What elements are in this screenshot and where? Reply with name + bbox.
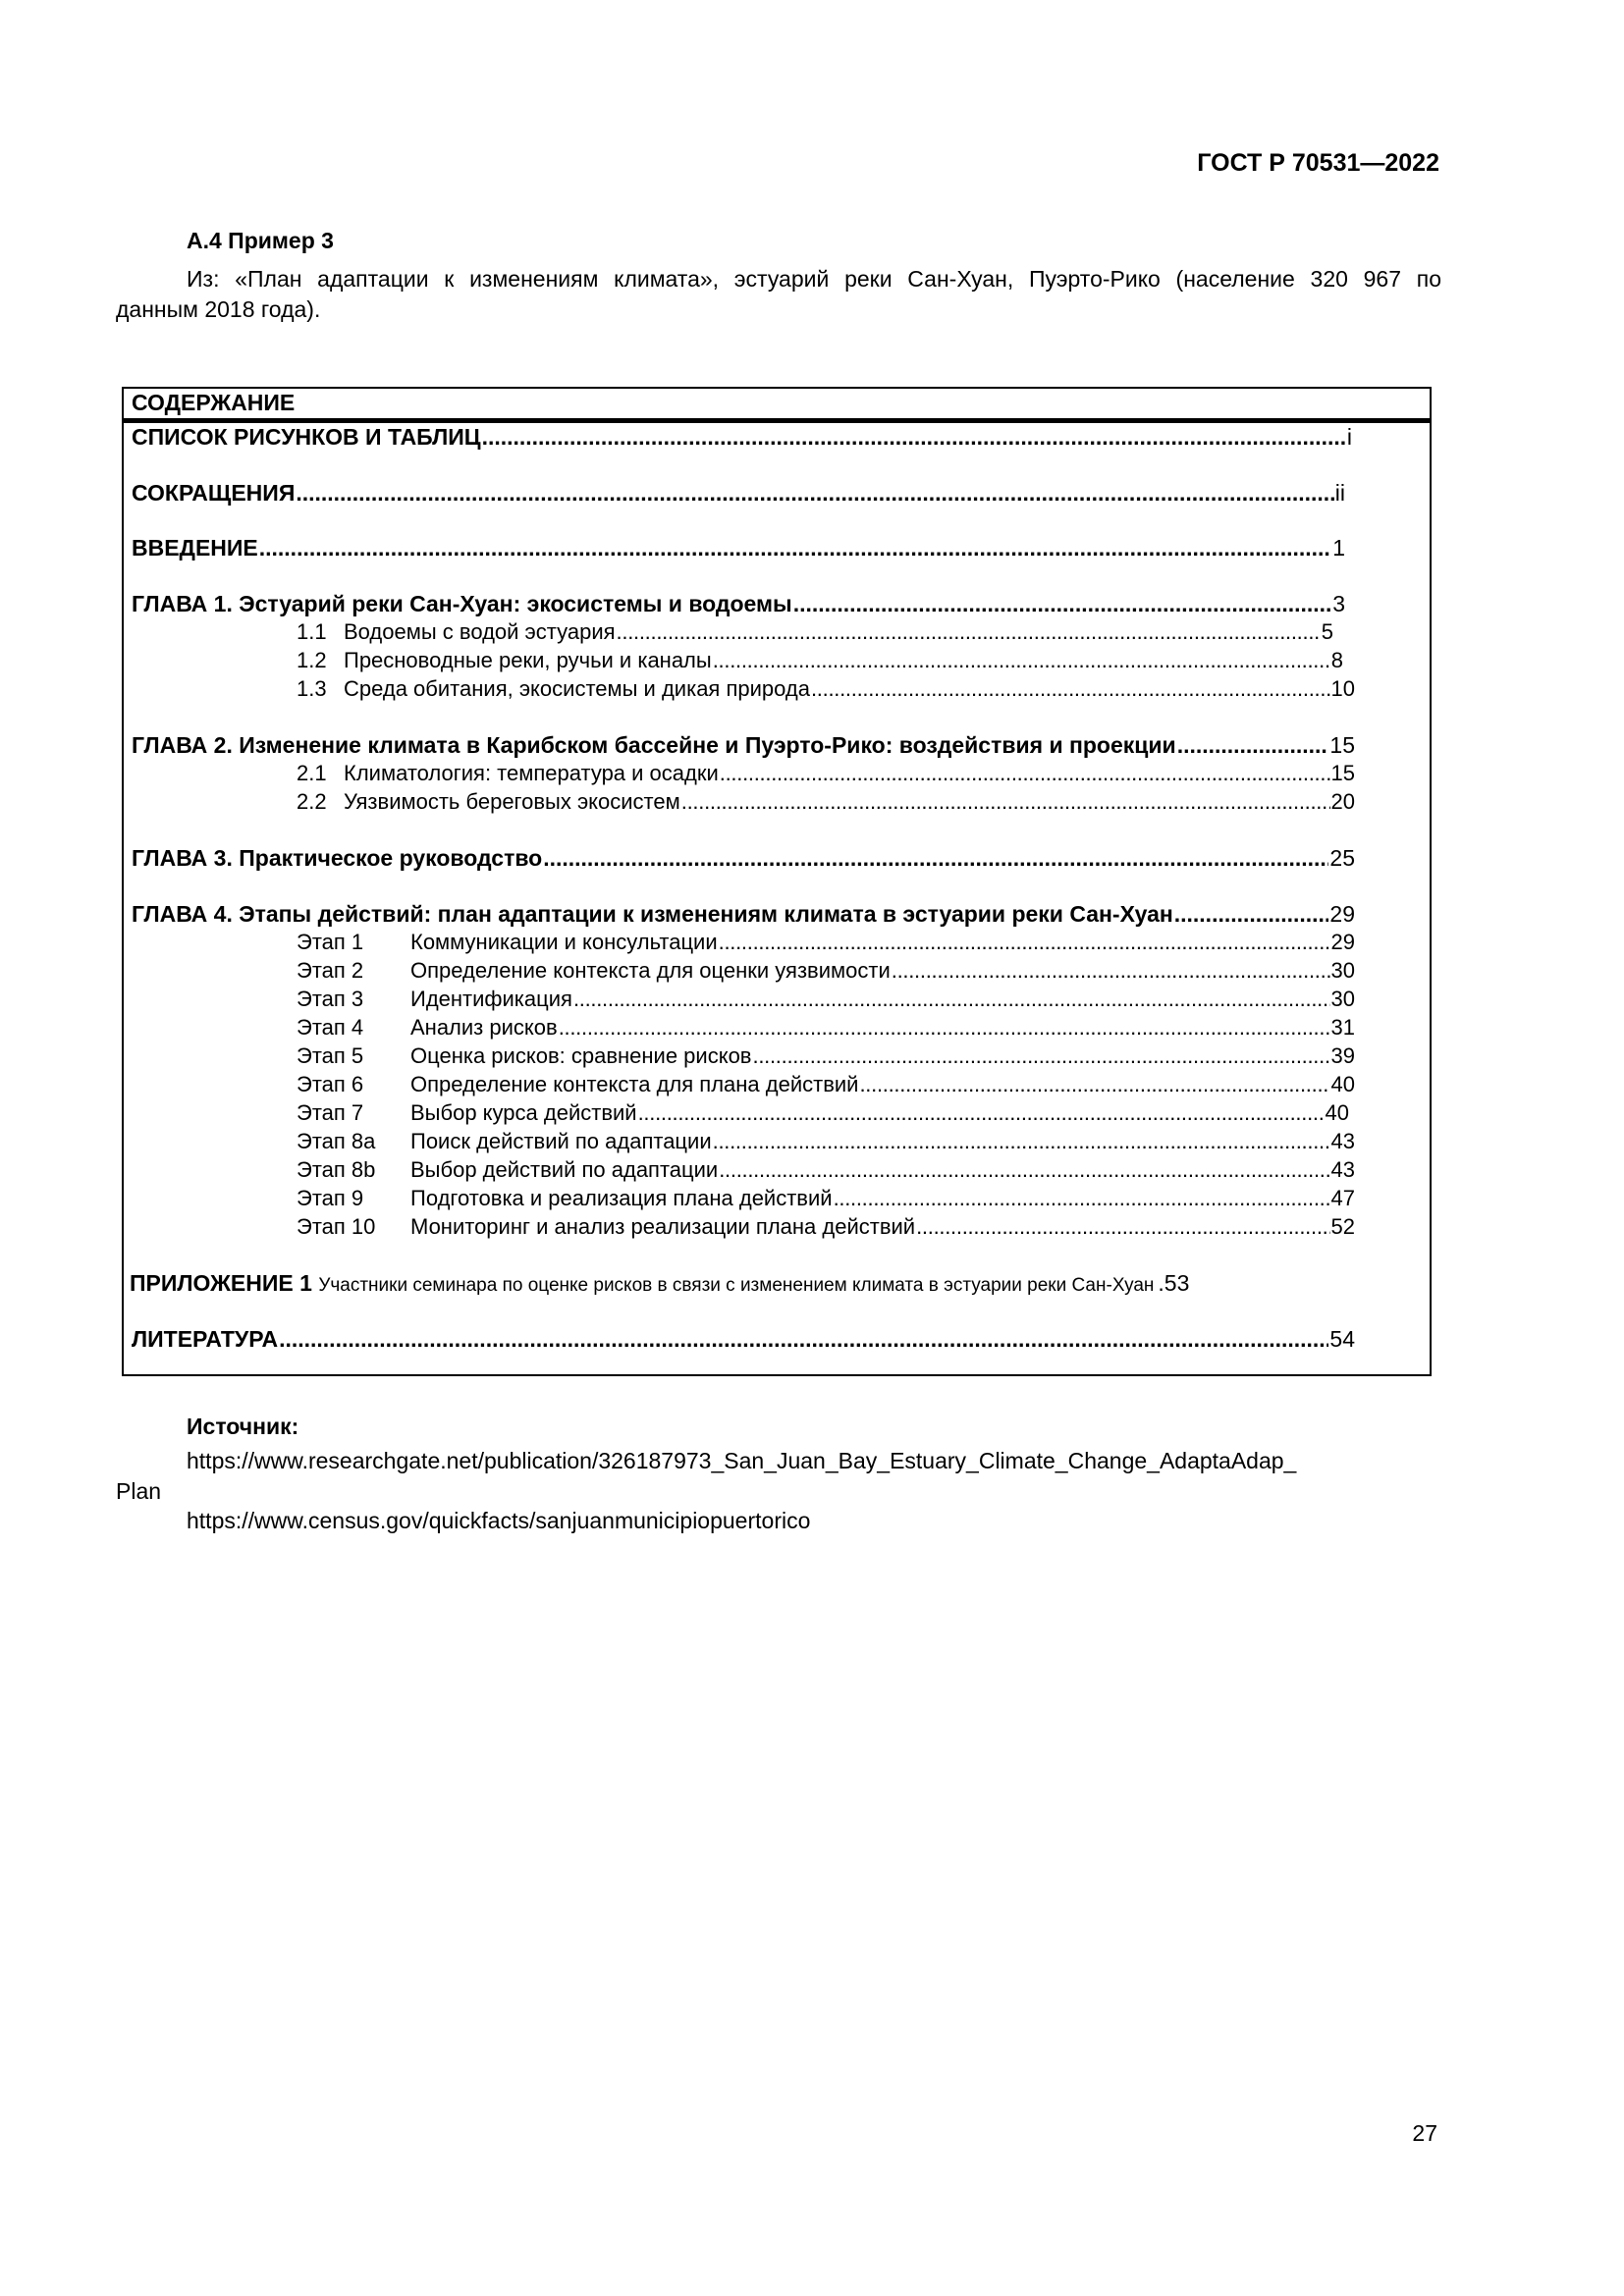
toc-entry-label: Определение контекста для плана действий: [410, 1072, 859, 1096]
document-code: ГОСТ Р 70531—2022: [1197, 149, 1439, 177]
toc-step-number: Этап 7: [297, 1100, 364, 1125]
toc-entry-page: ii: [1334, 480, 1345, 506]
toc-entry-page: 47: [1330, 1186, 1355, 1210]
leader-dots: [617, 619, 1321, 645]
toc-entry-label: Климатология: температура и осадки: [344, 761, 719, 785]
toc-title-bar: [124, 389, 1430, 423]
toc-step: [297, 958, 1355, 984]
leader-dots: [834, 1186, 1330, 1211]
toc-entry-figures: [132, 424, 1352, 451]
leader-dots: [719, 930, 1330, 955]
toc-entry-label: Выбор действий по адаптации: [410, 1157, 719, 1182]
leader-dots: [573, 987, 1330, 1012]
toc-entry-label: ВВЕДЕНИЕ: [132, 535, 258, 561]
leader-dots: [719, 1157, 1329, 1183]
leader-dots: [543, 845, 1328, 872]
toc-entry-page: 8: [1330, 648, 1343, 672]
toc-step: [297, 1186, 1355, 1211]
page-number: 27: [1412, 2120, 1437, 2146]
toc-entry-label: ЛИТЕРАТУРА: [132, 1326, 279, 1352]
source-link-1-continuation[interactable]: Plan: [116, 1478, 162, 1504]
toc-entry-label: Подготовка и реализация плана действий: [410, 1186, 833, 1210]
source-link-1[interactable]: https://www.researchgate.net/publication/326187973_San_Juan_Bay_Estuary_Climate_Change_AdaptaAdap_: [187, 1448, 1297, 1473]
toc-step: [297, 1157, 1355, 1183]
toc-subsection: [297, 789, 1355, 815]
toc-entry-page: i: [1346, 424, 1352, 450]
leader-dots: [811, 676, 1330, 702]
leader-dots: [638, 1100, 1325, 1126]
toc-entry-abbreviations: [132, 480, 1345, 507]
toc-entry-page: 5: [1321, 619, 1333, 644]
toc-entry-label: Идентификация: [410, 987, 572, 1011]
leader-dots: [1174, 901, 1329, 928]
intro-paragraph: [116, 264, 1441, 325]
toc-step: [297, 1015, 1355, 1041]
toc-entry-page: 31: [1330, 1015, 1355, 1040]
toc-subsection: [297, 648, 1343, 673]
toc-step-number: Этап 10: [297, 1214, 376, 1239]
toc-subsection: [297, 761, 1355, 786]
section-heading: А.4 Пример 3: [187, 228, 334, 253]
toc-entry-page: 15: [1329, 732, 1355, 758]
toc-literature: [132, 1326, 1355, 1353]
toc-entry-label: Анализ рисков: [410, 1015, 558, 1040]
toc-step: [297, 930, 1355, 955]
leader-dots: [713, 1129, 1330, 1154]
toc-entry-label: Поиск действий по адаптации: [410, 1129, 712, 1153]
toc-entry-label: Выбор курса действий: [410, 1100, 637, 1125]
table-of-contents-frame: [122, 387, 1432, 1376]
toc-entry-page: 15: [1330, 761, 1355, 785]
leader-dots: [753, 1043, 1330, 1069]
toc-entry-label: Мониторинг и анализ реализации плана действий: [410, 1214, 916, 1239]
toc-step: [297, 1214, 1355, 1240]
toc-step-number: Этап 4: [297, 1015, 364, 1040]
leader-dots: [482, 424, 1346, 451]
toc-entry-page: 1: [1332, 535, 1345, 561]
toc-entry-label: ГЛАВА 2. Изменение климата в Карибском бассейне и Пуэрто-Рико: воздействия и проекции: [132, 732, 1176, 758]
toc-entry-page: 20: [1330, 789, 1355, 814]
leader-dots: [259, 535, 1331, 561]
leader-dots: [279, 1326, 1328, 1353]
toc-item-number: 1.2: [297, 648, 327, 672]
toc-entry-page: 25: [1329, 845, 1355, 871]
toc-step: [297, 1072, 1355, 1097]
toc-entry-introduction: [132, 535, 1345, 561]
leader-dots: [859, 1072, 1329, 1097]
leader-dots: [681, 789, 1330, 815]
toc-entry-label: ПРИЛОЖЕНИЕ 1: [130, 1270, 312, 1296]
toc-entry-label: СПИСОК РИСУНКОВ И ТАБЛИЦ: [132, 424, 481, 450]
toc-title: СОДЕРЖАНИЕ: [132, 390, 296, 415]
toc-step-number: Этап 1: [297, 930, 364, 954]
toc-entry-page: .53: [1158, 1270, 1190, 1296]
source-link-2[interactable]: https://www.census.gov/quickfacts/sanjuanmunicipiopuertorico: [187, 1508, 811, 1533]
toc-entry-page: 43: [1330, 1157, 1355, 1182]
leader-dots: [916, 1214, 1329, 1240]
toc-subsection: [297, 676, 1355, 702]
leader-dots: [1177, 732, 1329, 759]
toc-entry-page: 29: [1330, 930, 1355, 954]
toc-chapter-2: [132, 732, 1355, 759]
toc-entry-label: Пресноводные реки, ручьи и каналы: [344, 648, 712, 672]
toc-entry-label: СОКРАЩЕНИЯ: [132, 480, 296, 506]
toc-entry-page: 39: [1330, 1043, 1355, 1068]
toc-step-number: Этап 8b: [297, 1157, 376, 1182]
toc-step-number: Этап 9: [297, 1186, 364, 1210]
toc-appendix-text: Участники семинара по оценке рисков в связи с изменением климата в эстуарии реки Сан-Хуан: [318, 1275, 1155, 1296]
leader-dots: [892, 958, 1330, 984]
toc-item-number: 1.3: [297, 676, 327, 701]
toc-entry-page: 52: [1330, 1214, 1355, 1239]
toc-entry-label: Определение контекста для оценки уязвимости: [410, 958, 891, 983]
toc-entry-page: 54: [1329, 1326, 1355, 1352]
toc-entry-label: ГЛАВА 1. Эстуарий реки Сан-Хуан: экосистемы и водоемы: [132, 591, 792, 616]
toc-entry-label: ГЛАВА 3. Практическое руководство: [132, 845, 543, 871]
toc-subsection: [297, 619, 1333, 645]
leader-dots: [713, 648, 1330, 673]
toc-entry-page: 29: [1329, 901, 1355, 927]
toc-step-number: Этап 5: [297, 1043, 364, 1068]
toc-item-number: 2.1: [297, 761, 327, 785]
toc-step: [297, 987, 1355, 1012]
toc-chapter-4: [132, 901, 1355, 928]
toc-step-number: Этап 2: [297, 958, 364, 983]
toc-entry-label: Водоемы с водой эстуария: [344, 619, 616, 644]
leader-dots: [793, 591, 1332, 617]
leader-dots: [720, 761, 1330, 786]
toc-entry-page: 30: [1330, 958, 1355, 983]
toc-entry-page: 43: [1330, 1129, 1355, 1153]
toc-step: [297, 1043, 1355, 1069]
toc-entry-label: Среда обитания, экосистемы и дикая природа: [344, 676, 810, 701]
intro-line-1: Из: «План адаптации к изменениям климата», эстуарий реки Сан-Хуан, Пуэрто-Рико (население 320 967 по: [187, 266, 1441, 292]
toc-entry-page: 3: [1332, 591, 1345, 616]
toc-entry-page: 40: [1330, 1072, 1355, 1096]
toc-entry-label: Оценка рисков: сравнение рисков: [410, 1043, 752, 1068]
toc-step-number: Этап 8а: [297, 1129, 376, 1153]
toc-step-number: Этап 3: [297, 987, 364, 1011]
toc-item-number: 2.2: [297, 789, 327, 814]
toc-entry-page: 30: [1330, 987, 1355, 1011]
toc-chapter-1: [132, 591, 1345, 617]
toc-entry-page: 10: [1330, 676, 1355, 701]
toc-entry-label: Коммуникации и консультации: [410, 930, 718, 954]
leader-dots: [296, 480, 1333, 507]
toc-entry-label: ГЛАВА 4. Этапы действий: план адаптации к изменениям климата в эстуарии реки Сан-Хуан: [132, 901, 1173, 927]
toc-appendix: [130, 1270, 1361, 1297]
toc-step: [297, 1100, 1349, 1126]
leader-dots: [559, 1015, 1330, 1041]
source-label: Источник:: [187, 1414, 299, 1439]
toc-entry-label: Уязвимость береговых экосистем: [344, 789, 680, 814]
toc-step-number: Этап 6: [297, 1072, 364, 1096]
toc-chapter-3: [132, 845, 1355, 872]
toc-step: [297, 1129, 1355, 1154]
toc-item-number: 1.1: [297, 619, 327, 644]
toc-entry-page: 40: [1325, 1100, 1349, 1125]
intro-line-2: данным 2018 года).: [116, 296, 321, 322]
